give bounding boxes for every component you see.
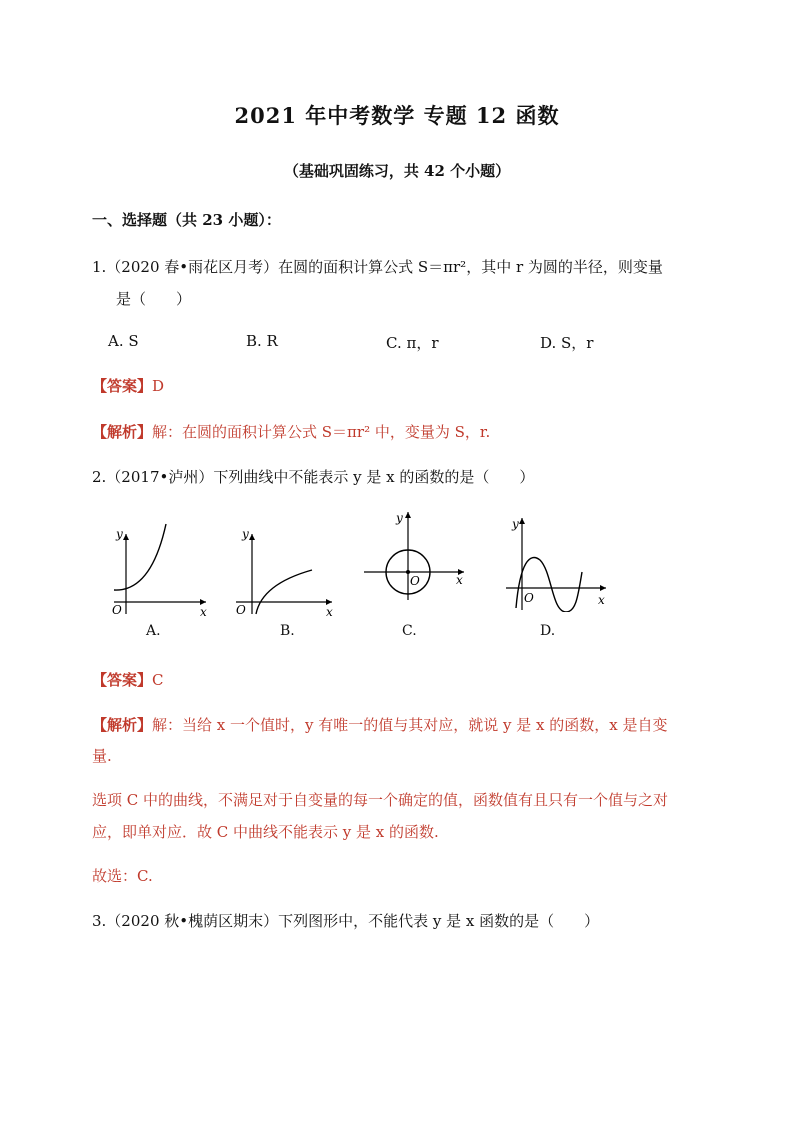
q2-stem: 2.（2017•泸州）下列曲线中不能表示 y 是 x 的函数的是（ ） xyxy=(92,468,535,486)
q3-stem: 3.（2020 秋•槐荫区期末）下列图形中，不能代表 y 是 x 函数的是（ ） xyxy=(92,912,600,930)
y-label: y xyxy=(512,517,519,531)
x-label: x xyxy=(200,605,207,618)
y-arrow xyxy=(249,534,255,540)
y-arrow xyxy=(123,534,129,540)
origin-label: O xyxy=(410,574,420,588)
q2-analysis-line1 xyxy=(92,714,668,735)
q2-analysis-line5: 故选：C. xyxy=(92,867,153,885)
q2-graph-a xyxy=(106,522,216,618)
y-arrow xyxy=(519,518,525,524)
x-arrow xyxy=(600,585,606,591)
q1-stem-line2: 是（ ） xyxy=(116,290,192,308)
x-label: x xyxy=(456,573,463,587)
x-label: x xyxy=(326,605,333,618)
q1-option-d: D. S，r xyxy=(540,334,594,352)
q1-answer-tag: 【答案】 xyxy=(92,377,153,395)
q1-option-b: B. R xyxy=(246,332,278,350)
q2-graph-d-label: D. xyxy=(540,623,556,639)
curve-b xyxy=(256,570,312,614)
q1-option-c: C. π，r xyxy=(386,334,439,352)
x-label: x xyxy=(598,593,605,607)
q1-option-a: A. S xyxy=(108,332,139,350)
q1-answer xyxy=(92,375,164,396)
q2-graph-b xyxy=(232,522,342,618)
q2-graph-b-label: B. xyxy=(280,623,295,639)
origin-label: O xyxy=(524,591,534,605)
q2-analysis-line3: 选项 C 中的曲线，不满足对于自变量的每一个确定的值，函数值有且只有一个值与之对 xyxy=(92,791,669,809)
q2-analysis-text1: 解：当给 x 一个值时，y 有唯一的值与其对应，就说 y 是 x 的函数，x 是自变 xyxy=(152,716,668,734)
q2-graph-d xyxy=(502,512,614,612)
page-subtitle: （基础巩固练习，共 42 个小题） xyxy=(283,162,511,180)
q2-graph-c xyxy=(360,508,472,608)
page-title: 2021 年中考数学 专题 12 函数 xyxy=(234,103,560,128)
q1-answer-value: D xyxy=(152,377,165,395)
origin-label: O xyxy=(236,603,246,617)
q1-analysis xyxy=(92,421,490,442)
q2-analysis-line2: 量. xyxy=(92,747,112,765)
y-label: y xyxy=(242,527,249,541)
q2-answer-value: C xyxy=(152,671,164,689)
q2-graph-c-label: C. xyxy=(402,623,417,639)
y-label: y xyxy=(116,527,123,541)
q2-analysis-tag: 【解析】 xyxy=(92,716,153,734)
q2-graph-a-label: A. xyxy=(146,623,161,639)
q1-analysis-tag: 【解析】 xyxy=(92,423,153,441)
q2-analysis-line4: 应，即单对应．故 C 中曲线不能表示 y 是 x 的函数. xyxy=(92,823,439,841)
q2-answer-tag: 【答案】 xyxy=(92,671,153,689)
y-label: y xyxy=(396,511,403,525)
q1-stem-line1: 1.（2020 春•雨花区月考）在圆的面积计算公式 S＝πr²，其中 r 为圆的半径，则变量 xyxy=(92,258,663,276)
origin-label: O xyxy=(112,603,122,617)
y-arrow xyxy=(405,512,411,518)
q1-analysis-text: 解：在圆的面积计算公式 S＝πr² 中，变量为 S，r. xyxy=(152,423,491,441)
section-heading: 一、选择题（共 23 小题）： xyxy=(92,211,281,229)
q2-answer xyxy=(92,669,164,690)
